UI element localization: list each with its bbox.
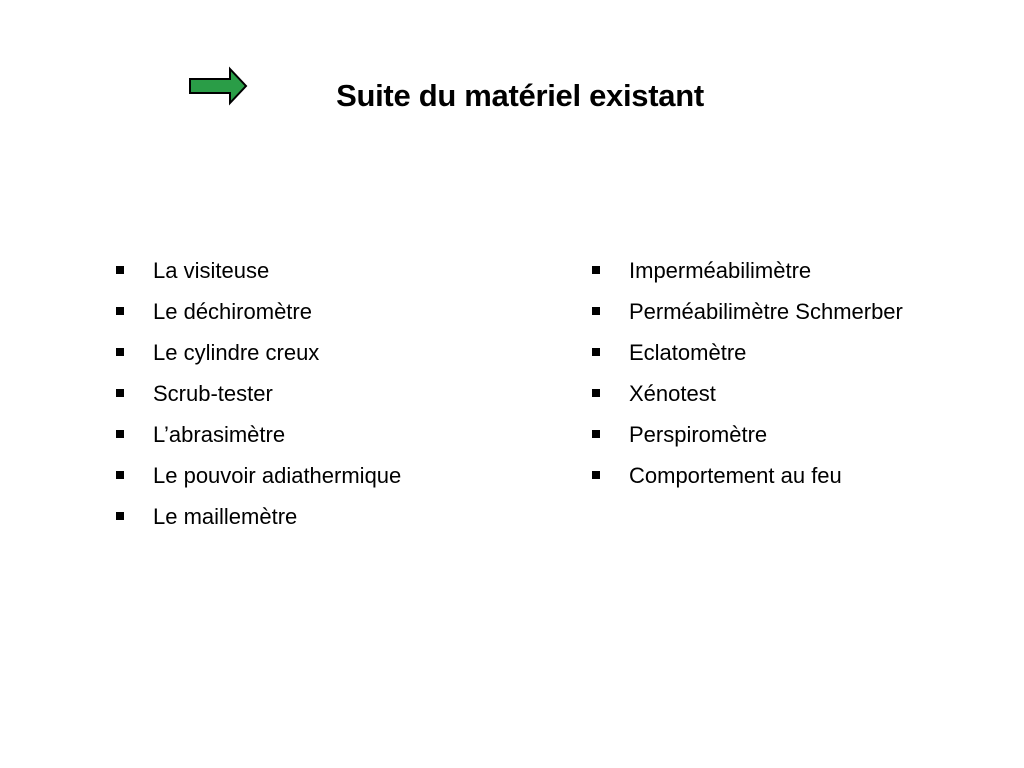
list-item-label: Eclatomètre [629, 340, 747, 365]
square-bullet-icon [116, 266, 124, 274]
list-item-label: La visiteuse [153, 258, 270, 283]
list-item [112, 496, 532, 537]
square-bullet-icon [116, 348, 124, 356]
list-item [588, 455, 1008, 496]
list-item [112, 373, 532, 414]
list-item-label: L’abrasimètre [153, 422, 286, 447]
square-bullet-icon [592, 430, 600, 438]
square-bullet-icon [116, 430, 124, 438]
square-bullet-icon [592, 307, 600, 315]
list-item [112, 332, 532, 373]
list-item [588, 332, 1008, 373]
list-item-label: Comportement au feu [629, 463, 842, 488]
square-bullet-icon [592, 389, 600, 397]
list-item-label: Perspiromètre [629, 422, 768, 447]
list-item-label: Le maillemètre [153, 504, 298, 529]
list-item [112, 414, 532, 455]
list-item [112, 291, 532, 332]
square-bullet-icon [592, 348, 600, 356]
list-item [588, 414, 1008, 455]
list-item [112, 250, 532, 291]
square-bullet-icon [116, 471, 124, 479]
square-bullet-icon [116, 389, 124, 397]
list-item-label: Scrub-tester [153, 381, 273, 406]
list-item-label: Le cylindre creux [153, 340, 320, 365]
list-item-label: Xénotest [629, 381, 716, 406]
square-bullet-icon [116, 512, 124, 520]
list-item [588, 373, 1008, 414]
left-bullet-list [112, 250, 532, 537]
slide-title: Suite du matériel existant [336, 78, 704, 113]
list-item-label: Le pouvoir adiathermique [153, 463, 402, 488]
list-item-label: Imperméabilimètre [629, 258, 812, 283]
list-item-label: Perméabilimètre Schmerber [629, 299, 903, 324]
right-bullet-list [588, 250, 1008, 496]
square-bullet-icon [116, 307, 124, 315]
list-item [112, 455, 532, 496]
list-item-label: Le déchiromètre [153, 299, 312, 324]
right-arrow-icon [188, 66, 248, 106]
list-item [588, 291, 1008, 332]
list-item [588, 250, 1008, 291]
square-bullet-icon [592, 471, 600, 479]
square-bullet-icon [592, 266, 600, 274]
